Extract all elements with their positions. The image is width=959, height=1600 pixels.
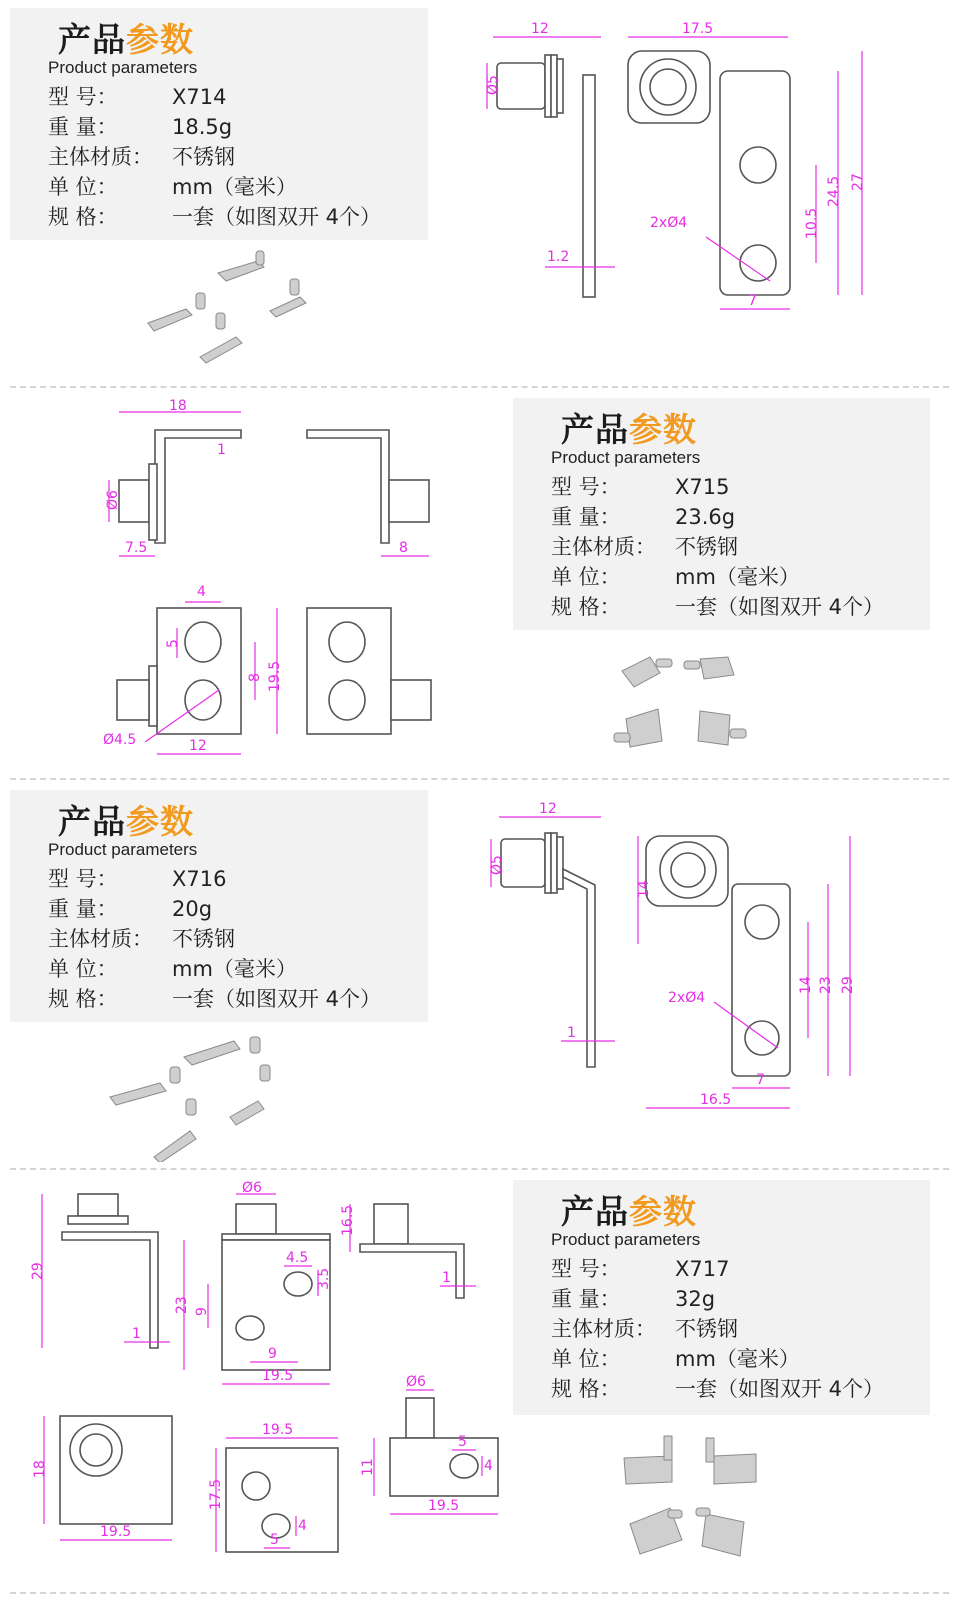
section-title: 产品参数	[561, 410, 697, 449]
parameter-panel	[10, 790, 428, 1022]
section-divider	[10, 386, 949, 388]
svg-text:7.5: 7.5	[125, 540, 148, 556]
product-photo	[600, 645, 780, 765]
svg-text:Ø6: Ø6	[242, 1180, 262, 1196]
material-value: 不锈钢	[172, 145, 235, 169]
model-row: 型 号： X716	[48, 867, 227, 891]
svg-text:4.5: 4.5	[286, 1250, 309, 1266]
svg-text:18: 18	[32, 1460, 48, 1478]
svg-text:23: 23	[818, 976, 834, 994]
svg-text:9: 9	[194, 1307, 210, 1316]
svg-text:9: 9	[268, 1346, 277, 1362]
material-value: 不锈钢	[172, 927, 235, 951]
svg-text:19.5: 19.5	[428, 1498, 460, 1514]
spec-row: 规 格： 一套（如图双开 4个）	[48, 987, 382, 1011]
svg-text:7: 7	[756, 1072, 765, 1088]
unit-value: mm（毫米）	[172, 175, 297, 199]
model-row: 型 号： X717	[551, 1257, 730, 1281]
section-subtitle: Product parameters	[48, 58, 198, 77]
svg-text:14: 14	[798, 976, 814, 994]
parameter-panel	[10, 8, 428, 240]
svg-text:Ø5: Ø5	[485, 75, 501, 95]
spec-row: 规 格： 一套（如图双开 4个）	[551, 595, 885, 619]
svg-text:8: 8	[247, 673, 263, 682]
svg-text:18: 18	[169, 398, 187, 414]
product-section-x717	[0, 1172, 959, 1600]
svg-text:19.5: 19.5	[262, 1422, 294, 1438]
technical-drawing-views	[85, 398, 455, 768]
spec-value: 一套（如图双开 4个）	[172, 987, 382, 1011]
product-photo	[100, 1027, 300, 1162]
section-divider	[10, 1168, 949, 1170]
section-title: 产品参数	[58, 802, 194, 841]
technical-drawing-front	[620, 15, 880, 325]
spec-value: 一套（如图双开 4个）	[675, 595, 885, 619]
section-divider	[10, 778, 949, 780]
weight-row: 重 量： 32g	[551, 1287, 716, 1311]
svg-text:1: 1	[217, 442, 226, 458]
spec-row: 规 格： 一套（如图双开 4个）	[551, 1377, 885, 1401]
svg-text:7: 7	[748, 293, 757, 309]
svg-text:5: 5	[270, 1532, 279, 1548]
model-value: X716	[172, 867, 227, 891]
svg-text:Ø6: Ø6	[406, 1374, 426, 1390]
weight-row: 重 量： 20g	[48, 897, 213, 921]
section-subtitle: Product parameters	[48, 840, 198, 859]
weight-row: 重 量： 23.6g	[551, 505, 736, 529]
unit-value: mm（毫米）	[675, 565, 800, 589]
svg-text:4: 4	[484, 1458, 493, 1474]
technical-drawing-side	[465, 797, 615, 1097]
svg-text:Ø5: Ø5	[489, 855, 505, 875]
spec-value: 一套（如图双开 4个）	[675, 1377, 885, 1401]
svg-text:11: 11	[360, 1458, 376, 1476]
model-value: X714	[172, 85, 227, 109]
svg-text:5: 5	[165, 639, 181, 648]
svg-text:16.5: 16.5	[340, 1204, 356, 1236]
svg-text:12: 12	[539, 801, 557, 817]
section-title: 产品参数	[561, 1192, 697, 1231]
product-section-x715	[0, 390, 959, 780]
svg-text:Ø4.5: Ø4.5	[103, 732, 137, 748]
svg-text:1: 1	[132, 1326, 141, 1342]
svg-text:17.5: 17.5	[208, 1478, 224, 1510]
svg-text:24.5: 24.5	[826, 175, 842, 207]
weight-value: 32g	[675, 1287, 716, 1311]
model-row: 型 号： X715	[551, 475, 730, 499]
svg-text:5: 5	[458, 1434, 467, 1450]
svg-text:1: 1	[567, 1025, 576, 1041]
weight-value: 18.5g	[172, 115, 233, 139]
svg-text:29: 29	[840, 976, 856, 994]
svg-text:8: 8	[399, 540, 408, 556]
unit-row: 单 位： mm（毫米）	[48, 175, 297, 199]
svg-text:2xØ4: 2xØ4	[650, 215, 688, 231]
svg-text:16.5: 16.5	[700, 1092, 732, 1108]
section-divider	[10, 1592, 949, 1594]
svg-text:Ø6: Ø6	[105, 490, 121, 510]
technical-drawing-side	[465, 15, 615, 315]
weight-value: 20g	[172, 897, 213, 921]
unit-value: mm（毫米）	[675, 1347, 800, 1371]
section-subtitle: Product parameters	[551, 1230, 701, 1249]
model-value: X717	[675, 1257, 730, 1281]
parameter-panel	[513, 398, 930, 630]
svg-text:10.5: 10.5	[804, 207, 820, 239]
spec-row: 规 格： 一套（如图双开 4个）	[48, 205, 382, 229]
product-photo	[140, 245, 340, 375]
spec-value: 一套（如图双开 4个）	[172, 205, 382, 229]
svg-text:3.5: 3.5	[316, 1267, 332, 1290]
product-photo	[610, 1430, 780, 1570]
section-subtitle: Product parameters	[551, 448, 701, 467]
model-row: 型 号： X714	[48, 85, 227, 109]
parameter-panel	[513, 1180, 930, 1415]
product-section-x714	[0, 0, 959, 385]
product-section-x716	[0, 782, 959, 1170]
svg-text:4: 4	[197, 584, 206, 600]
svg-text:1: 1	[442, 1270, 451, 1286]
svg-text:19.5: 19.5	[267, 660, 283, 692]
unit-row: 单 位： mm（毫米）	[48, 957, 297, 981]
material-value: 不锈钢	[675, 1317, 738, 1341]
svg-text:17.5: 17.5	[682, 21, 714, 37]
technical-drawing-views	[20, 1180, 510, 1590]
svg-text:19.5: 19.5	[262, 1368, 294, 1384]
material-row: 主体材质： 不锈钢	[551, 1317, 738, 1341]
model-value: X715	[675, 475, 730, 499]
svg-text:19.5: 19.5	[100, 1524, 132, 1540]
svg-text:4: 4	[298, 1518, 307, 1534]
svg-text:12: 12	[189, 738, 207, 754]
svg-text:2xØ4: 2xØ4	[668, 990, 706, 1006]
material-value: 不锈钢	[675, 535, 738, 559]
svg-text:14: 14	[636, 880, 652, 898]
unit-row: 单 位： mm（毫米）	[551, 565, 800, 589]
material-row: 主体材质： 不锈钢	[48, 145, 235, 169]
unit-row: 单 位： mm（毫米）	[551, 1347, 800, 1371]
svg-text:29: 29	[30, 1262, 46, 1280]
svg-text:1.2: 1.2	[547, 249, 570, 265]
material-row: 主体材质： 不锈钢	[551, 535, 738, 559]
weight-row: 重 量： 18.5g	[48, 115, 233, 139]
svg-text:12: 12	[531, 21, 549, 37]
section-title: 产品参数	[58, 20, 194, 59]
technical-drawing-front	[620, 812, 880, 1122]
material-row: 主体材质： 不锈钢	[48, 927, 235, 951]
weight-value: 23.6g	[675, 505, 736, 529]
svg-text:23: 23	[174, 1296, 190, 1314]
unit-value: mm（毫米）	[172, 957, 297, 981]
svg-text:27: 27	[850, 173, 866, 191]
